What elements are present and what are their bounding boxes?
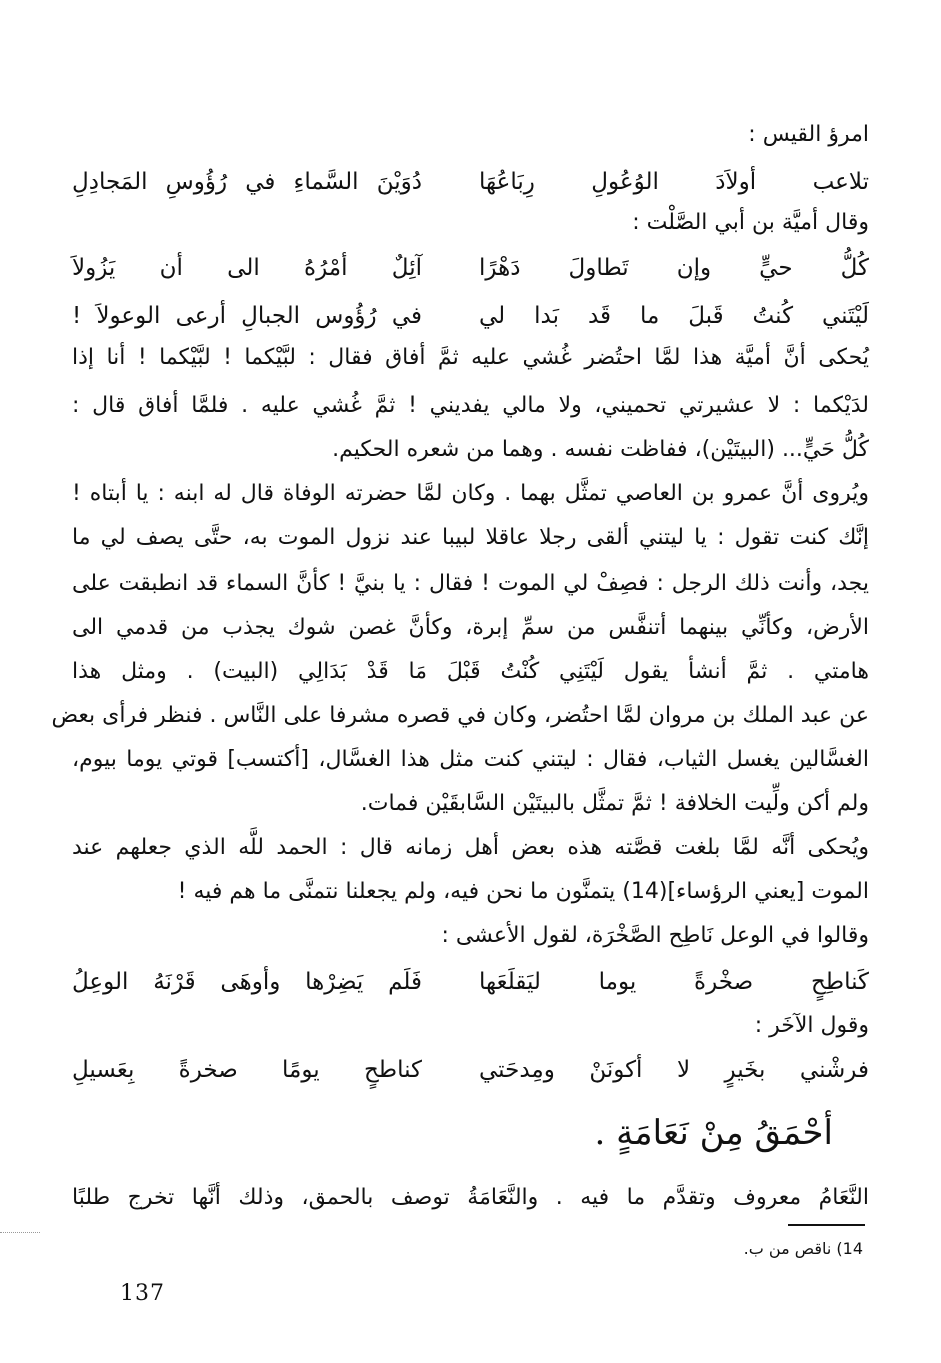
verse-line xyxy=(72,296,869,336)
verse-hemistich-second: فَلَم يَضِرْها وأوهَى قَرْنَهُ الوعِلُ xyxy=(72,969,422,995)
verse-hemistich-second: دُوَيْنَ السَّماءِ في رُؤُوسِ المَجادِلِ xyxy=(72,169,422,195)
body-text-line: يُحكى أنَّ أميَّة هذا لمَّا احتُضر غُشي عليه ثمَّ أفاق فقال : لبَّيْكما ! لبَّيْكما ! أنا إذا xyxy=(72,345,869,370)
verse-line xyxy=(72,1050,869,1090)
verse-hemistich-second: آئِلٌ أمْرُهُ الى أن يَزُولاَ xyxy=(72,255,422,281)
body-text-line: الأرض، وكأنِّي بينهما أتنفَّس من سمِّ إبرة، وكأنَّ غصن شوك يجذب من قدمي الى xyxy=(72,615,869,640)
body-text-line: لدَيْكما : لا عشيرتي تحميني، ولا مالي يفديني ! ثمَّ غُشي عليه . فلمَّا أفاق قال : xyxy=(72,393,869,418)
verse-hemistich-first: كُلُّ حيٍّ وإن تَطاولَ دَهْرًا xyxy=(479,255,869,281)
body-text-line: كُلُّ حَيٍّ... (البيتَيْن)، ففاظت نفسه . وهما من شعره الحكيم. xyxy=(332,437,869,462)
body-text-line: وقالوا في الوعل نَاطِح الصَّخْرَة، لقول الأعشى : xyxy=(441,923,869,948)
scan-artifact xyxy=(0,1232,40,1237)
verse-hemistich-second: في رُؤُوس الجبالِ أرعى الوعولاَ ! xyxy=(72,303,422,329)
body-text-line: إنَّك كنت تقول : يا ليتني ألقى رجلا عاقلا لبيبا عند نزول الموت به، حتَّى يصف لي ما xyxy=(72,525,869,550)
body-text-line: ويُحكى أنَّه لمَّا بلغت قصَّته هذه بعض أهل زمانه قال : الحمد للَّه الذي جعلهم عند xyxy=(72,835,869,860)
body-text-line: يجد، وأنت ذلك الرجل : فصِفْ لي الموت ! فقال : يا بنيَّ ! كأنَّ السماء قد انطبقت على xyxy=(72,571,869,596)
verse-hemistich-first: تلاعب أولاَدَ الوُعُولِ رِبَاعُهَا xyxy=(479,169,869,195)
footnote-text: 14) ناقص من ب. xyxy=(743,1239,863,1258)
verse-hemistich-first: كَناطِحٍ صخْرةً يوما ليَقلَعَها xyxy=(479,969,869,995)
page-number: 137 xyxy=(120,1281,165,1306)
body-text-line: الغسَّالين يغسل الثياب، فقال : ليتني كنت مثل هذا الغسَّال، [أكتسب] قوتي يوما بيوم، xyxy=(72,747,869,772)
body-text-line: هامتي . ثمَّ أنشأ يقول لَيْتَنِي كُنْتُ قَبْلَ مَا قَدْ بَدَالِي (البيت) . ومثل هذا xyxy=(72,659,869,684)
body-text-line: عن عبد الملك بن مروان لمَّا احتُضر، وكان في قصره مشرفا على النَّاس . فنظر فرأى بعض xyxy=(51,703,869,728)
body-text-line: النَّعَامُ معروف وتقدَّم ما فيه . والنَّعَامَةُ توصف بالحمق، وذلك أنَّها تخرج طلبًا xyxy=(72,1185,869,1210)
body-text-line: الموت [يعني الرؤساء](14) يتمنَّون ما نحن فيه، ولم يجعلنا نتمنَّى ما هم فيه ! xyxy=(177,879,869,904)
body-text-line: ويُروى أنَّ عمرو بن العاصي تمثَّل بهما . وكان لمَّا حضرته الوفاة قال له ابنه : يا أبتاه ! xyxy=(72,481,869,506)
verse-line xyxy=(72,248,869,288)
verse-line xyxy=(72,962,869,1002)
verse-hemistich-second: كناطحٍ يومًا صخرةً بِعَسيلِ xyxy=(72,1057,422,1083)
footnote-divider xyxy=(788,1224,865,1226)
section-label-umayya: وقال أميَّة بن أبي الصَّلْت : xyxy=(632,210,869,235)
verse-hemistich-first: فرشْني بخَيرٍ لا أكونَنْ ومِدحَتي xyxy=(479,1057,869,1083)
section-label-another-poet: وقول الآخَر : xyxy=(754,1013,869,1038)
verse-hemistich-first: لَيْتَني كُنتُ قَبلَ ما قَد بَدا لي xyxy=(479,303,869,329)
proverb-heading: أحْمَقُ مِنْ نَعَامَةٍ . xyxy=(594,1113,833,1153)
section-label-imru-al-qays: امرؤ القيس : xyxy=(748,122,869,147)
verse-line xyxy=(72,162,869,202)
body-text-line: ولم أكن ولِّيت الخلافة ! ثمَّ تمثَّل بالبيتَيْن السَّابقَيْن فمات. xyxy=(360,791,869,816)
